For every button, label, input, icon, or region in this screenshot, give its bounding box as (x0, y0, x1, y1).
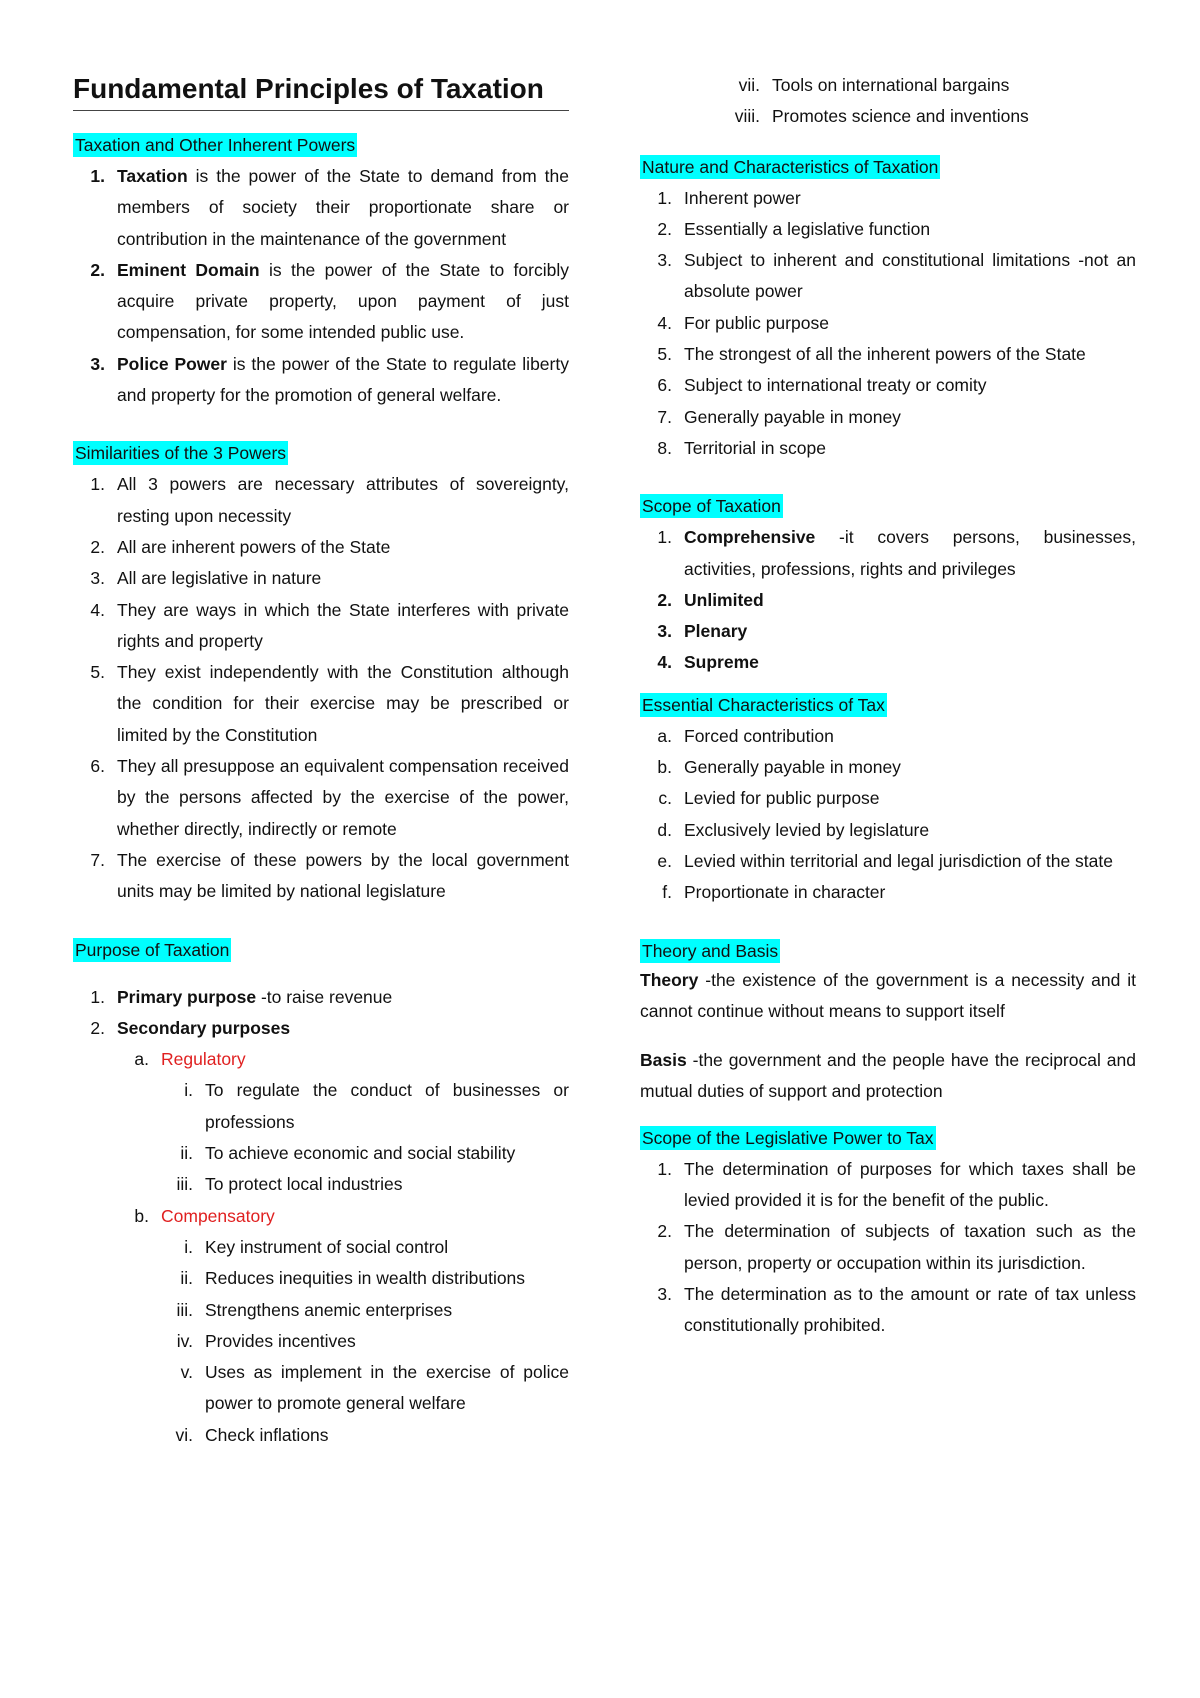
section-inherent-powers (73, 133, 569, 411)
list-item (117, 1201, 569, 1232)
list-item (161, 1232, 569, 1263)
item-number: 2. (657, 218, 672, 239)
item-text: To regulate the conduct of businesses or professions (205, 1080, 569, 1132)
list-item (640, 522, 1136, 585)
item-number: 7. (90, 849, 105, 870)
compensatory-sublist (117, 1232, 569, 1451)
list-item (640, 647, 1136, 678)
item-number: vii. (738, 75, 760, 95)
item-text: Promotes science and inventions (772, 106, 1029, 127)
item-number: 2. (90, 536, 105, 557)
list-item (640, 815, 1136, 846)
item-text: is the power of the State to forcibly acquire private property, upon payment of just compensation, for some intended public use. (117, 259, 569, 343)
section-similarities (73, 441, 569, 907)
item-text: is the power of the State to regulate liberty and property for the promotion of general welfare. (117, 353, 569, 406)
item-text: -to raise revenue (256, 986, 393, 1007)
item-term: Police Power (117, 353, 227, 374)
list-item (640, 752, 1136, 783)
item-term: Plenary (684, 621, 748, 642)
right-column (640, 70, 1136, 1342)
item-text: All are inherent powers of the State (117, 536, 391, 557)
item-term: Eminent Domain (117, 259, 260, 280)
list-item (73, 982, 569, 1013)
item-number: 1. (90, 986, 105, 1007)
item-number: 1. (657, 1158, 672, 1179)
list-item (728, 70, 1136, 101)
section-heading: Scope of the Legislative Power to Tax (642, 1127, 934, 1148)
item-number: 2. (657, 589, 672, 610)
item-text: Exclusively levied by legislature (684, 819, 930, 840)
item-number: 1. (657, 187, 672, 208)
list-item (640, 214, 1136, 245)
list-item (640, 1216, 1136, 1279)
list-item (640, 721, 1136, 752)
list-item (640, 402, 1136, 433)
section-heading: Purpose of Taxation (75, 939, 230, 960)
item-number: 6. (90, 756, 105, 777)
item-number: b. (657, 757, 672, 778)
item-number: 4. (90, 599, 105, 620)
theory-term: Theory (640, 969, 699, 990)
item-number: 3. (90, 353, 105, 374)
item-number: i. (184, 1236, 193, 1257)
list-item (73, 255, 569, 349)
item-number: e. (657, 850, 672, 871)
regulatory-sublist (117, 1075, 569, 1200)
item-number: i. (184, 1080, 193, 1101)
item-text: Proportionate in character (684, 882, 886, 903)
item-text: To protect local industries (205, 1174, 403, 1195)
list-item (640, 1154, 1136, 1217)
list-item (640, 339, 1136, 370)
nature-list (640, 183, 1136, 465)
list-item (640, 877, 1136, 908)
item-number: b. (134, 1205, 149, 1226)
list-item (73, 751, 569, 845)
list-item (73, 845, 569, 908)
list-item (73, 657, 569, 751)
item-number: viii. (734, 106, 760, 127)
item-text: They exist independently with the Constitution although the condition for their exercise may be prescribed or limited by the Constitution (117, 662, 569, 745)
item-number: 8. (657, 437, 672, 458)
item-text: Subject to international treaty or comity (684, 375, 987, 396)
section-heading: Scope of Taxation (642, 496, 781, 517)
item-number: 2. (657, 1221, 672, 1242)
list-item (728, 101, 1136, 132)
item-number: iv. (176, 1330, 193, 1351)
item-text: Generally payable in money (684, 757, 901, 778)
item-text: All 3 powers are necessary attributes of sovereignty, resting upon necessity (117, 474, 569, 526)
section-theory-basis (640, 939, 1136, 1108)
list-item (73, 469, 569, 532)
item-number: 3. (90, 568, 105, 589)
item-text: Generally payable in money (684, 406, 901, 427)
item-text: is the power of the State to demand from the members of society their proportionate share or contribution in the maintenance of the government (117, 166, 569, 249)
inherent-powers-list (73, 161, 569, 411)
theory-text: -the existence of the government is a necessity and it cannot continue without means to support itself (640, 969, 1136, 1021)
list-item (161, 1075, 569, 1138)
section-nature (640, 155, 1136, 465)
list-item (73, 161, 569, 255)
item-number: 2. (90, 259, 105, 280)
list-item (640, 433, 1136, 464)
list-item (161, 1357, 569, 1420)
section-heading: Taxation and Other Inherent Powers (75, 135, 356, 155)
section-essential (640, 693, 1136, 909)
item-text: -it covers persons, businesses, activities, professions, rights and privileges (684, 527, 1136, 579)
item-text: All are legislative in nature (117, 568, 322, 589)
item-text: The determination of subjects of taxation such as the person, property or occupation within its jurisdiction. (684, 1221, 1136, 1273)
item-number: 5. (90, 662, 105, 683)
section-heading: Nature and Characteristics of Taxation (642, 156, 939, 177)
item-number: 3. (657, 250, 672, 271)
item-number: 2. (90, 1017, 105, 1038)
theory-paragraph (640, 965, 1136, 1028)
list-item (73, 532, 569, 563)
item-text: The determination as to the amount or rate of tax unless constitutionally prohibited. (684, 1283, 1136, 1336)
item-term: Unlimited (684, 589, 764, 610)
item-number: ii. (180, 1143, 193, 1164)
list-item (640, 1279, 1136, 1342)
compensatory-sublist-continued (684, 70, 1136, 133)
list-item (73, 349, 569, 412)
item-number: c. (658, 788, 672, 809)
item-text: Forced contribution (684, 725, 834, 746)
item-text: Essentially a legislative function (684, 218, 931, 239)
item-number: 6. (657, 375, 672, 396)
list-item (640, 783, 1136, 814)
item-term: Secondary purposes (117, 1017, 291, 1038)
item-text: Territorial in scope (684, 437, 826, 458)
list-item (161, 1295, 569, 1326)
item-label: Compensatory (161, 1205, 275, 1226)
item-text: Tools on international bargains (772, 75, 1010, 95)
section-purpose (73, 938, 569, 1451)
section-heading: Theory and Basis (642, 940, 779, 961)
left-column (73, 72, 569, 1451)
regulatory-group (73, 1044, 569, 1451)
item-text: Key instrument of social control (205, 1236, 449, 1257)
purpose-list (73, 982, 569, 1451)
item-text: Uses as implement in the exercise of police power to promote general welfare (205, 1362, 569, 1414)
section-legislative-power (640, 1126, 1136, 1342)
item-text: The exercise of these powers by the local government units may be limited by national legislature (117, 849, 569, 902)
list-item (640, 585, 1136, 616)
item-text: Check inflations (205, 1424, 329, 1445)
list-item (161, 1138, 569, 1169)
item-number: 7. (657, 406, 672, 427)
item-number: 4. (657, 312, 672, 333)
list-item (640, 245, 1136, 308)
item-number: a. (134, 1049, 149, 1070)
item-text: Inherent power (684, 187, 801, 208)
legislative-list (640, 1154, 1136, 1342)
list-item (640, 846, 1136, 877)
item-number: 1. (657, 527, 672, 548)
item-number: 3. (657, 621, 672, 642)
item-text: The strongest of all the inherent powers of the State (684, 344, 1086, 365)
item-number: iii. (176, 1299, 193, 1320)
basis-text: -the government and the people have the reciprocal and mutual duties of support and protection (640, 1050, 1136, 1102)
item-number: 4. (657, 652, 672, 673)
item-text: Provides incentives (205, 1330, 356, 1351)
item-number: vi. (175, 1424, 193, 1445)
similarities-list (73, 469, 569, 907)
section-heading: Essential Characteristics of Tax (642, 694, 885, 715)
list-item (73, 595, 569, 658)
item-text: Levied for public purpose (684, 788, 880, 809)
item-text: Levied within territorial and legal jurisdiction of the state (684, 850, 1113, 871)
section-scope (640, 494, 1136, 678)
item-text: For public purpose (684, 312, 829, 333)
item-number: a. (657, 725, 672, 746)
essential-list (640, 721, 1136, 909)
list-item (117, 1044, 569, 1075)
item-text: Subject to inherent and constitutional limitations -not an absolute power (684, 250, 1136, 302)
item-number: 1. (90, 166, 105, 186)
item-text: They all presuppose an equivalent compensation received by the persons affected by the exercise of the power, whether directly, indirectly or remote (117, 756, 569, 839)
item-term: Comprehensive (684, 527, 816, 548)
compensatory-continued (640, 70, 1136, 133)
item-text: The determination of purposes for which taxes shall be levied provided it is for the benefit of the public. (684, 1158, 1136, 1211)
item-text: Strengthens anemic enterprises (205, 1299, 453, 1320)
item-term: Supreme (684, 652, 759, 673)
item-number: 1. (90, 474, 105, 495)
list-item (161, 1169, 569, 1200)
section-heading: Similarities of the 3 Powers (75, 443, 287, 464)
scope-list (640, 522, 1136, 678)
basis-paragraph (640, 1045, 1136, 1108)
list-item (73, 563, 569, 594)
item-number: v. (180, 1362, 193, 1383)
item-term: Taxation (117, 166, 188, 186)
list-item (640, 308, 1136, 339)
item-number: ii. (180, 1268, 193, 1289)
item-number: f. (662, 882, 672, 903)
item-number: 3. (657, 1283, 672, 1304)
item-number: d. (657, 819, 672, 840)
list-item (161, 1420, 569, 1451)
document-title: Fundamental Principles of Taxation (73, 72, 569, 111)
item-text: To achieve economic and social stability (205, 1143, 516, 1164)
list-item (640, 616, 1136, 647)
list-item (161, 1326, 569, 1357)
list-item (640, 183, 1136, 214)
item-number: iii. (176, 1174, 193, 1195)
item-text: They are ways in which the State interferes with private rights and property (117, 599, 569, 651)
item-number: 5. (657, 344, 672, 365)
basis-term: Basis (640, 1050, 687, 1071)
item-term: Primary purpose (117, 986, 257, 1007)
list-item (640, 370, 1136, 401)
item-text: Reduces inequities in wealth distributions (205, 1268, 526, 1289)
item-label: Regulatory (161, 1049, 246, 1070)
list-item (161, 1263, 569, 1294)
list-item (73, 1013, 569, 1044)
